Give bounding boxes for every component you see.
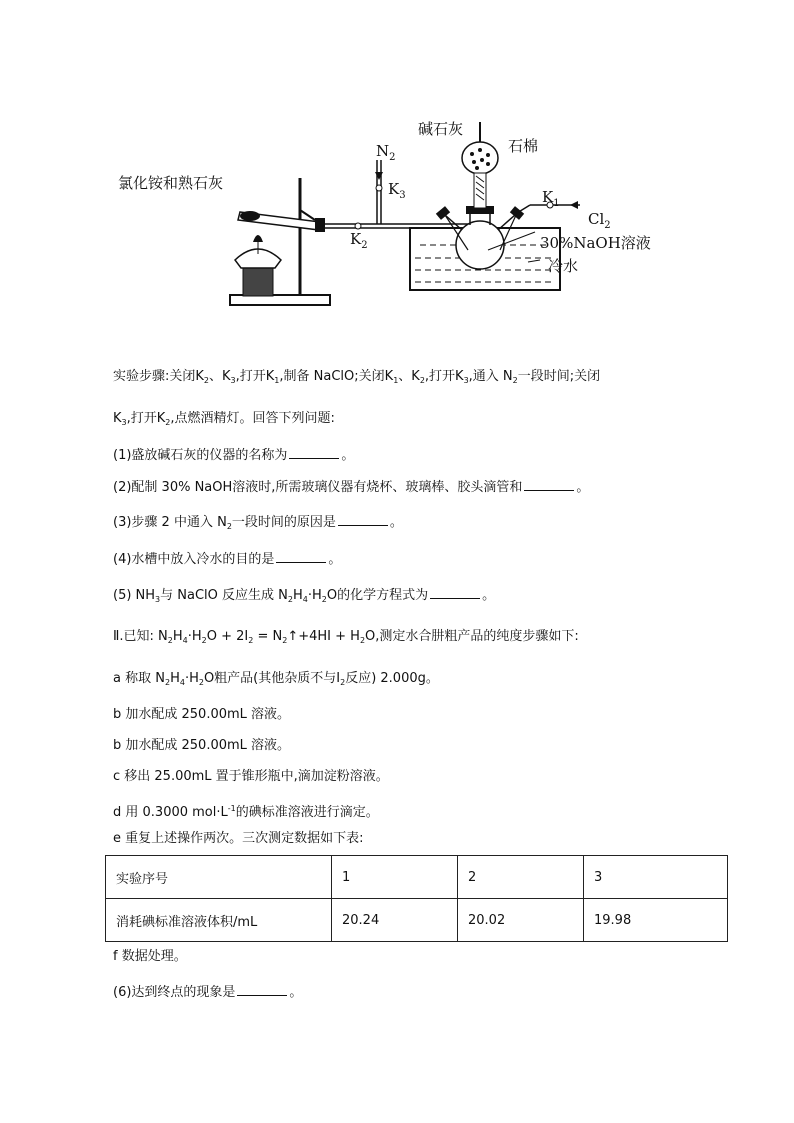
question-4: (4)水槽中放入冷水的目的是 。	[113, 552, 342, 567]
label-n2-text: N	[376, 142, 390, 160]
label-cl2-subscript: 2	[604, 220, 611, 231]
table-row	[106, 899, 728, 942]
text-seg: ·H	[187, 629, 202, 644]
question-5: (5) $NH_3$与 NaClO 反应生成 $N_2H_4\cdot H_2O$的化学方程式为 。	[113, 588, 496, 604]
subscript: 2	[512, 376, 518, 385]
subscript: 2	[167, 636, 173, 645]
step-c: c 移出 25.00mL 置于锥形瓶中,滴加淀粉溶液。	[113, 769, 389, 784]
text-seg: = N	[253, 629, 283, 644]
apparatus-drawing	[110, 110, 700, 325]
subscript: 2	[359, 636, 366, 645]
text-seg: H	[172, 629, 183, 644]
text-seg: (5) NH	[113, 588, 156, 603]
text-seg: (6)达到终点的现象是	[113, 985, 236, 1000]
text-seg: d 用 0.3000 mol·L	[113, 805, 228, 820]
subscript: 3	[230, 376, 236, 385]
subscript: 4	[179, 678, 185, 687]
subscript: 2	[282, 636, 288, 645]
label-cold-water: 冷水	[548, 257, 579, 275]
table-cell: 实验序号	[106, 856, 332, 899]
label-k1	[542, 188, 560, 209]
text-seg: O + 2I	[206, 629, 249, 644]
text-seg: ,打开K	[424, 369, 464, 384]
subscript: 2	[165, 418, 171, 427]
step-b-repeat: b 加水配成 250.00mL 溶液。	[113, 738, 291, 753]
label-n2	[376, 142, 396, 163]
step-f: f 数据处理。	[113, 949, 187, 964]
procedure-line-1	[113, 368, 600, 390]
text-seg: 与 NaClO 反应生成 N	[160, 588, 288, 603]
subscript: 4	[182, 636, 188, 645]
text-seg: 、K	[398, 369, 420, 384]
subscript: 2	[226, 522, 232, 531]
table-cell: 2	[458, 856, 584, 899]
part-2-intro	[113, 628, 579, 650]
text-seg: ,打开K	[235, 369, 275, 384]
text-seg: K	[113, 411, 122, 426]
text-seg: O粗产品(其他杂质不与I	[203, 671, 341, 686]
superscript: -1	[227, 804, 236, 813]
step-a	[113, 670, 439, 692]
text-seg: ,点燃酒精灯。回答下列问题:	[170, 411, 335, 426]
label-asbestos: 石棉	[508, 137, 539, 155]
text-seg: (3)步骤 2 中通入 N	[113, 515, 227, 530]
text-seg: ·H	[307, 588, 322, 603]
text-seg: (2)配制 30% NaOH溶液时,所需玻璃仪器有烧杯、玻璃棒、胶头滴管和	[113, 480, 523, 495]
answer-blank[interactable]	[524, 478, 574, 491]
label-k2-subscript: 2	[361, 240, 368, 251]
text-seg: 一段时间的原因是	[231, 515, 336, 530]
subscript: 2	[321, 595, 327, 604]
text-seg: ·H	[184, 671, 199, 686]
table-cell: 20.02	[458, 899, 584, 942]
step-d	[113, 800, 379, 822]
subscript: 3	[155, 595, 161, 604]
subscript: 2	[248, 636, 254, 645]
label-k1-text: K	[542, 188, 554, 206]
subscript: 2	[198, 678, 204, 687]
table-cell: 消耗碘标准溶液体积/mL	[106, 899, 332, 942]
text-seg: ↑+4HI + H	[287, 629, 360, 644]
text-seg: 的碘标准溶液进行滴定。	[235, 805, 379, 820]
text-seg: H	[170, 671, 180, 686]
question-6: (6)达到终点的现象是 。	[113, 985, 303, 1000]
text-seg: O,测定水合肼粗产品的纯度步骤如下:	[365, 629, 579, 644]
label-k2	[350, 230, 368, 251]
text-seg: 实验步骤:关闭K	[113, 369, 204, 384]
text-seg: 一段时间;关闭	[517, 369, 601, 384]
subscript: 3	[463, 376, 469, 385]
label-n2-subscript: 2	[389, 152, 396, 163]
subscript: 4	[302, 595, 308, 604]
subscript: 2	[340, 678, 346, 687]
text-seg: (1)盛放碱石灰的仪器的名称为	[113, 448, 288, 463]
subscript: 2	[201, 636, 207, 645]
subscript: 1	[393, 376, 399, 385]
subscript: 1	[274, 376, 280, 385]
text-seg: H	[292, 588, 303, 603]
question-1: (1)盛放碱石灰的仪器的名称为 。	[113, 448, 355, 463]
question-3: (3)步骤 2 中通入 $N_2$一段时间的原因是 。	[113, 515, 403, 531]
label-k3-text: K	[388, 180, 400, 198]
subscript: 2	[419, 376, 425, 385]
answer-blank[interactable]	[237, 983, 287, 996]
text-seg: Ⅱ.已知: N	[113, 629, 168, 644]
table-cell: 19.98	[584, 899, 728, 942]
subscript: 2	[287, 595, 293, 604]
text-seg: a 称取 N	[113, 671, 165, 686]
question-2: (2)配制 30% NaOH溶液时,所需玻璃仪器有烧杯、玻璃棒、胶头滴管和 。	[113, 480, 590, 495]
step-b: b 加水配成 250.00mL 溶液。	[113, 707, 291, 722]
table-cell: 3	[584, 856, 728, 899]
subscript: 2	[203, 376, 209, 385]
text-seg: O的化学方程式为	[326, 588, 429, 603]
text-seg: ,制备 NaClO;关闭K	[279, 369, 394, 384]
label-cl2	[588, 210, 611, 231]
label-k2-text: K	[350, 230, 362, 248]
answer-blank[interactable]	[338, 513, 388, 526]
answer-blank[interactable]	[276, 550, 326, 563]
table-row	[106, 856, 728, 899]
subscript: 3	[121, 418, 127, 427]
label-soda-lime: 碱石灰	[418, 120, 464, 138]
label-k3	[388, 180, 406, 201]
label-k1-subscript: 1	[553, 198, 560, 209]
subscript: 2	[164, 678, 171, 687]
text-seg: 反应) 2.000g。	[345, 671, 439, 686]
label-k3-subscript: 3	[399, 190, 406, 201]
label-reagent-left: 氯化铵和熟石灰	[118, 174, 224, 192]
apparatus-figure	[110, 110, 700, 325]
text-seg: (4)水槽中放入冷水的目的是	[113, 552, 275, 567]
titration-data-table	[105, 855, 728, 942]
procedure-line-2	[113, 410, 335, 432]
label-cl2-text: Cl	[588, 210, 605, 228]
text-seg: 、K	[209, 369, 231, 384]
table-cell: 20.24	[332, 899, 458, 942]
answer-blank[interactable]	[430, 586, 480, 599]
table-cell: 1	[332, 856, 458, 899]
label-naoh-solution: 30%NaOH溶液	[540, 234, 651, 252]
answer-blank[interactable]	[289, 446, 339, 459]
step-e: e 重复上述操作两次。三次测定数据如下表:	[113, 831, 364, 846]
text-seg: ,通入 N	[468, 369, 513, 384]
text-seg: ,打开K	[126, 411, 166, 426]
